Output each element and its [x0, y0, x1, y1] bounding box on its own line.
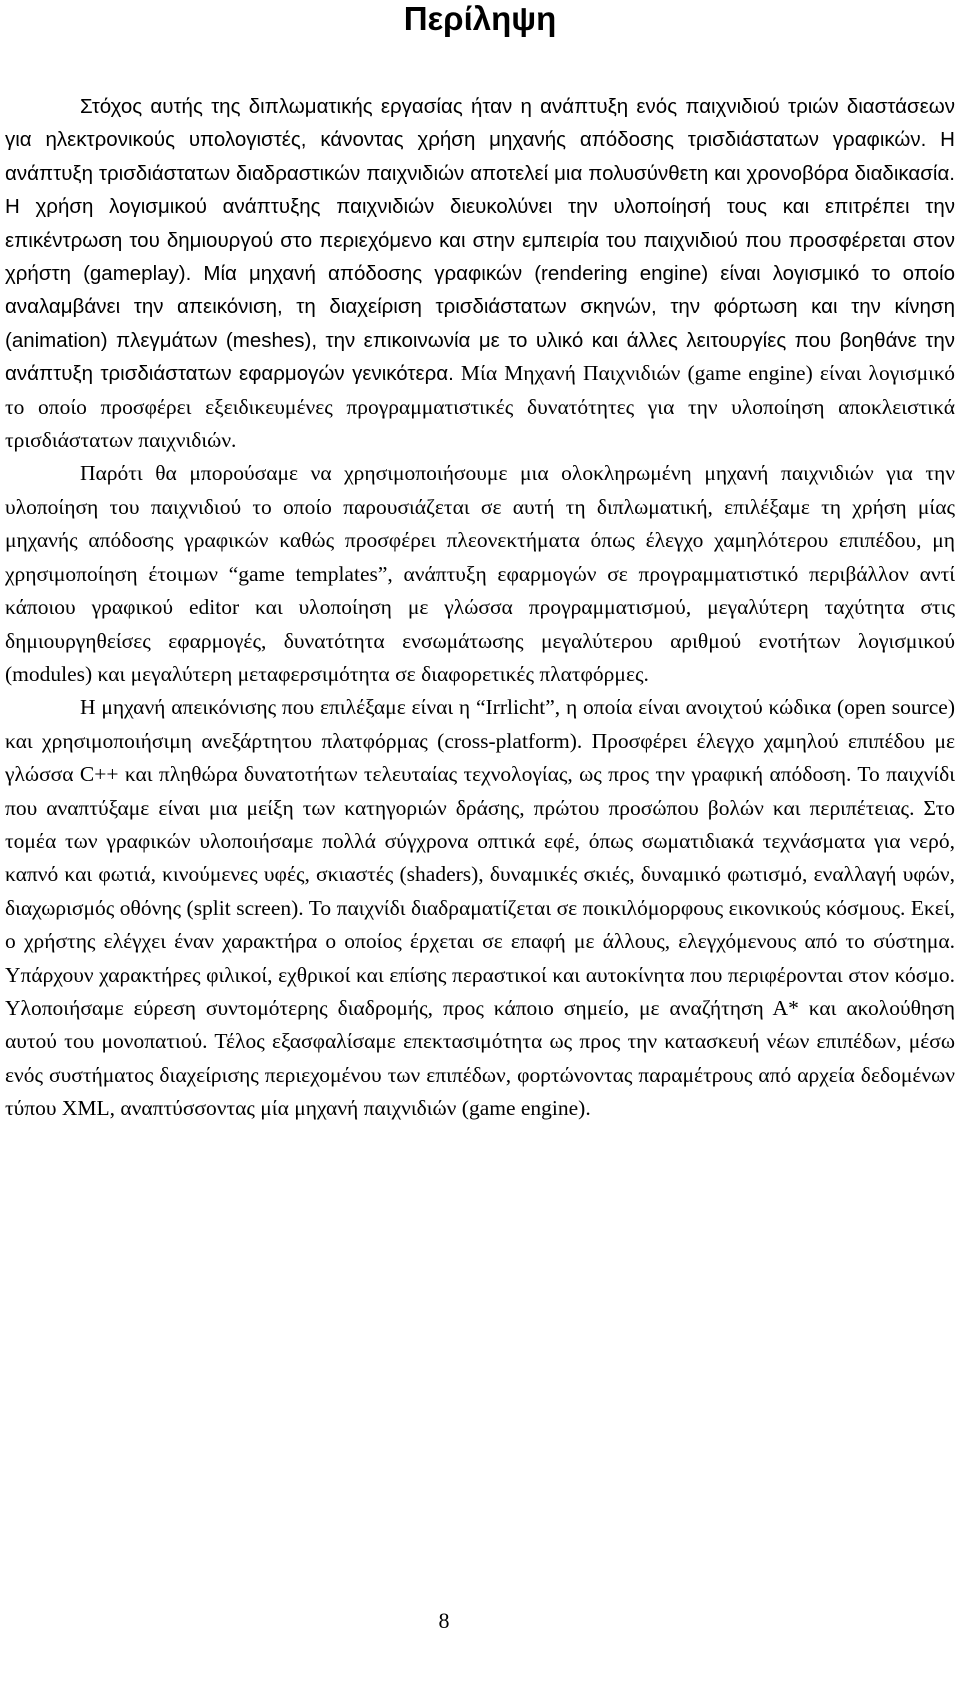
paragraph-3 [5, 691, 955, 1125]
paragraph-1-text-sans: Στόχος αυτής της διπλωματικής εργασίας ήταν η ανάπτυξη ενός παιχνιδιού τριών διαστάσεων για ηλεκτρονικούς υπολογιστές, κάνοντας χρήση μηχανής απόδοσης τρισδιάστατων γραφικών. Η ανάπτυξη τρισδιάστατων διαδραστικών παιχνιδιών αποτελεί μια πολυσύνθετη και χρονοβόρα διαδικασία. Η χρήση λογισμικού ανάπτυξης παιχνιδιών διευκολύνει την υλοποίησή τους και επιτρέπει την επικέντρωση του δημιουργού στο περιεχόμενο και στην εμπειρία του παιχνιδιού που προσφέρεται στον χρήστη (gameplay). Μία μηχανή απόδοσης γραφικών (rendering engine) είναι λογισμικό το οποίο αναλαμβάνει την απεικόνιση, τη διαχείριση τρισδιάστατων σκηνών, την φόρτωση και την κίνηση (animation) πλεγμάτων (meshes), την επικοινωνία με το υλικό και άλλες λειτουργίες που βοηθάνε την ανάπτυξη τρισδιάστατων εφαρμογών γενικότερα. [5, 95, 955, 386]
paragraph-1 [5, 90, 955, 457]
paragraph-2 [5, 457, 955, 691]
abstract-body [5, 90, 955, 1126]
paragraph-1-text-serif: Μία Μηχανή Παιχνιδιών (game engine) είναι λογισμικό το οποίο προσφέρει εξειδικευμένες προγραμματιστικές δυνατότητες για την υλοποίηση αποκλειστικά τρισδιάστατων παιχνιδιών. [5, 361, 955, 453]
paragraph-3-text: Η μηχανή απεικόνισης που επιλέξαμε είναι η “Irrlicht”, η οποία είναι ανοιχτού κώδικα (open source) και χρησιμοποιήσιμη ανεξάρτητου πλατφόρμας (cross-platform). Προσφέρει έλεγχο χαμηλού επιπέδου με γλώσσα C++ και πληθώρα δυνατοτήτων τελευταίας τεχνολογίας, ως προς την γραφική απόδοση. Το παιχνίδι που αναπτύξαμε είναι μια μείξη των κατηγοριών δράσης, πρώτου προσώπου βολών και περιπέτειας. Στο τομέα των γραφικών υλοποιήσαμε πολλά σύγχρονα οπτικά εφέ, όπως σωματιδιακά τεχνάσματα για νερό, καπνό και φωτιά, κινούμενες υφές, σκιαστές (shaders), δυναμικές σκιές, δυναμικό φωτισμό, εναλλαγή υφών, διαχωρισμός οθόνης (split screen). Το παιχνίδι διαδραματίζεται σε ποικιλόμορφους εικονικούς κόσμους. Εκεί, ο χρήστης ελέγχει έναν χαρακτήρα ο οποίος έρχεται σε επαφή με άλλους, ελεγχόμενους από το σύστημα. Υπάρχουν χαρακτήρες φιλικοί, εχθρικοί και επίσης περαστικοί και αυτοκίνητα που περιφέρονται στον κόσμο. Υλοποιήσαμε εύρεση συντομότερης διαδρομής, προς κάποιο σημείο, με αναζήτηση Α* και ακολούθηση αυτού του μονοπατιού. Τέλος εξασφαλίσαμε επεκτασιμότητα ως προς την κατασκευή νέων επιπέδων, μέσω ενός συστήματος διαχείρισης περιεχομένου των επιπέδων, φορτώνοντας παραμέτρους από αρχεία δεδομένων τύπου XML, αναπτύσσοντας μία μηχανή παιχνιδιών (game engine). [5, 695, 955, 1121]
page-title: Περίληψη [403, 0, 557, 37]
paragraph-2-text: Παρότι θα μπορούσαμε να χρησιμοποιήσουμε μια ολοκληρωμένη μηχανή παιχνιδιών για την υλοποίηση του παιχνιδιού το οποίο παρουσιάζεται σε αυτή τη διπλωματική, επιλέξαμε τη χρήση μίας μηχανής απόδοσης γραφικών καθώς προσφέρει πλεονεκτήματα όπως έλεγχο χαμηλότερου επιπέδου, μη χρησιμοποίηση έτοιμων “game templates”, ανάπτυξη εφαρμογών σε προγραμματιστικό περιβάλλον αντί κάποιου γραφικού editor και υλοποίηση με γλώσσα προγραμματισμού, μεγαλύτερη ταχύτητα στις δημιουργηθείσες εφαρμογές, δυνατότητα ενσωμάτωσης μεγαλύτερου αριθμού ενοτήτων λογισμικού (modules) και μεγαλύτερη μεταφερσιμότητα σε διαφορετικές πλατφόρμες. [5, 461, 955, 686]
page-number: 8 [438, 1608, 450, 1633]
